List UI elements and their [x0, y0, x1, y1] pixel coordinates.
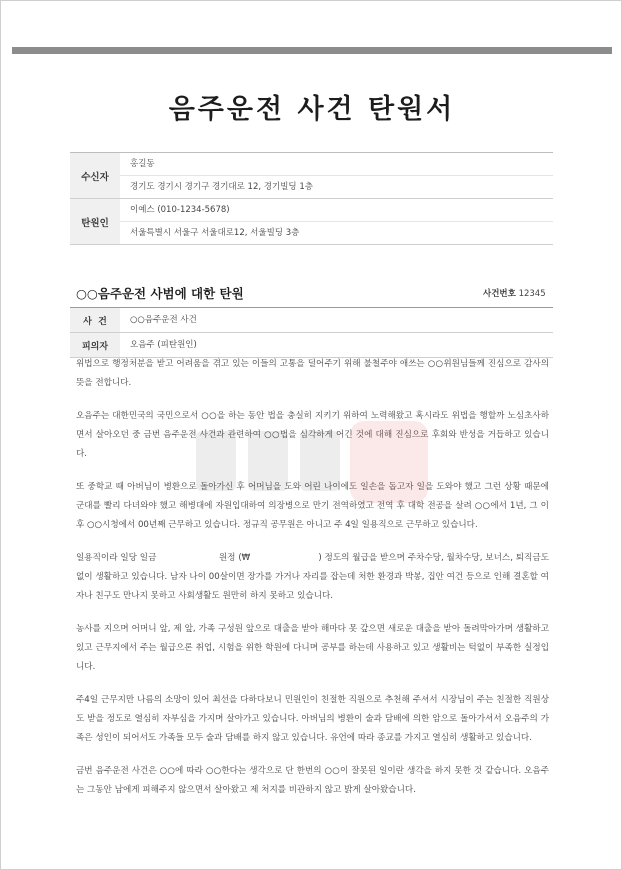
petition-body: [76, 355, 552, 814]
case-label: 사 건: [70, 308, 120, 332]
petitioner-label: 탄원인: [70, 199, 120, 244]
suspect-label: 피의자: [70, 333, 120, 357]
case-number-value: 12345: [518, 289, 546, 299]
case-number: [483, 287, 546, 299]
recipient-address: 경기도 경기시 경기구 경기대로 12, 경기빌딩 1층: [130, 182, 313, 192]
case-value: ○○음주운전 사건: [130, 315, 197, 325]
recipient-name: 홍길동: [120, 153, 553, 176]
suspect-value: 오음주 (피탄원인): [130, 340, 197, 350]
petitioner-address: 서울특별시 서울구 서울대로12, 서울빌딩 3층: [130, 228, 300, 238]
paragraph-5: 농사를 지으며 어머니 앞, 제 앞, 가족 구성원 앞으로 대출을 받아 해마다 못 갚으면 새로운 대출을 받아 돌려막아가며 생활하고 있고 근무지에서 주는 월급으론 취업, 시험을 위한 학원에 다니며 공부를 하는데 사용하고 있고 생활비는 턱없이 부족한 실정입니다.: [76, 624, 549, 672]
recipient-section: [70, 153, 553, 199]
case-table: [70, 307, 553, 358]
case-number-label: 사건번호: [483, 289, 516, 299]
paragraph-2: 오음주는 대한민국의 국민으로서 ○○을 하는 동안 법을 충실히 지키기 위하여 노력해왔고 혹시라도 위법을 행할까 노심초사하면서 살아오던 중 금번 음주운전 사건과 관련하여 ○○법을 심각하게 어긴 것에 대해 진심으로 후회와 반성을 거듭하고 있습니다.: [76, 411, 549, 459]
case-row-case: [70, 308, 553, 333]
header-bar: [12, 47, 612, 54]
paragraph-6: 주4일 근무지만 나름의 소망이 있어 최선을 다하다보니 민원인이 친절한 직원으로 추천해 주셔서 시장님이 주는 친절한 직원상도 받을 정도로 열심히 자부심을 가지며 살아가고 있습니다. 아버님의 병환이 술과 담배에 의한 암으로 돌아가셔서 오음주의 가족은 성인이 되어서도 가족들 모두 술과 담배를 하지 않고 있습니다. 유언에 따라 종교를 가지고 열심히 생활하고 있습니다.: [76, 695, 549, 743]
petitioner-name-phone: 이예스 (010-1234-5678): [120, 199, 553, 222]
paragraph-4: 일용직이라 일당 일금 원정 (₩ ) 정도의 월급을 받으며 주차수당, 월차수당, 보너스, 퇴직금도 없이 생활하고 있습니다. 남자 나이 00살이면 장가를 가거나 자리를 잡는데 처한 환경과 박봉, 집안 여건 등으로 인해 결혼할 여자나 친구도 만나지 못하고 사회생활도 원만히 하지 못하고 있습니다.: [76, 553, 552, 601]
paragraph-3: 또 중학교 때 아버님이 병환으로 돌아가신 후 어머님을 도와 어린 나이에도 일손을 돕고자 일을 도와야 했고 그런 상황 때문에 군대를 빨리 다녀와야 했고 해병대에 자원입대하여 의장병으로 만기 전역하였고 전역 후 대학 전공을 살려 ○○에서 1년, 그 이후 ○○시청에서 00년째 근무하고 있습니다. 정규직 공무원은 아니고 주 4일 일용직으로 근무하고 있습니다.: [76, 482, 549, 530]
petitioner-section: [70, 199, 553, 245]
paragraph-7: 금번 음주운전 사건은 ○○에 따라 ○○한다는 생각으로 단 한번의 ○○이 잘못된 일이란 생각을 하지 못한 것 같습니다. 오음주는 그동안 남에게 피해주지 않으면서 살아왔고 제 처지를 비관하지 않고 밝게 살아왔습니다.: [76, 766, 549, 795]
address-table: [70, 152, 553, 245]
document-title: 음주운전 사건 탄원서: [168, 94, 456, 125]
paragraph-1: 위법으로 행정처분을 받고 어려움을 겪고 있는 이들의 고통을 덜어주기 위해 불철주야 애쓰는 ○○위원님들께 진심으로 감사의 뜻을 전합니다.: [76, 359, 549, 388]
petition-subject: ○○음주운전 사범에 대한 탄원: [76, 286, 244, 301]
recipient-label: 수신자: [70, 153, 120, 198]
